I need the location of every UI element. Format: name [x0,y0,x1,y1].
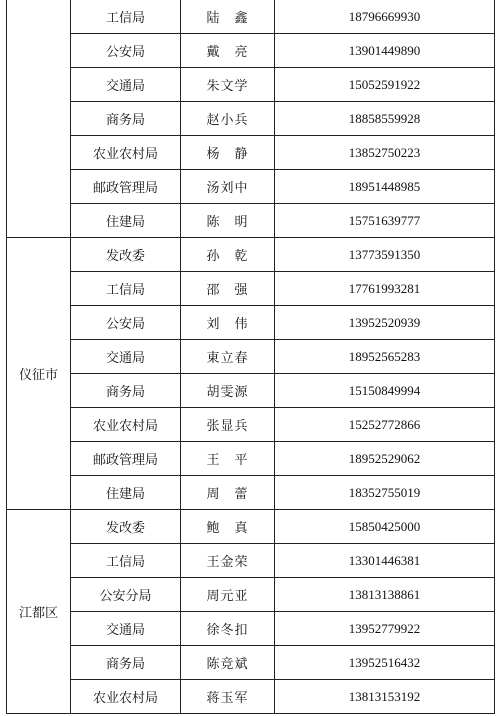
city-cell [7,0,71,238]
name-cell: 陆 鑫 [181,0,275,34]
table-row [7,306,495,340]
table-row [7,680,495,714]
phone-cell: 13773591350 [275,238,495,272]
name-cell: 邵 强 [181,272,275,306]
table-row [7,136,495,170]
name-cell: 王金荣 [181,544,275,578]
phone-cell: 18352755019 [275,476,495,510]
table-row [7,374,495,408]
name-cell: 胡雯源 [181,374,275,408]
phone-cell: 17761993281 [275,272,495,306]
phone-cell: 15252772866 [275,408,495,442]
phone-cell: 13901449890 [275,34,495,68]
table-row [7,204,495,238]
dept-cell: 商务局 [71,374,181,408]
name-cell: 朱文学 [181,68,275,102]
name-cell: 杨 静 [181,136,275,170]
dept-cell: 公安局 [71,34,181,68]
name-cell: 刘 伟 [181,306,275,340]
dept-cell: 发改委 [71,238,181,272]
contact-table-body [7,0,495,714]
name-cell: 陈竞斌 [181,646,275,680]
dept-cell: 发改委 [71,510,181,544]
table-row [7,442,495,476]
dept-cell: 公安分局 [71,578,181,612]
table-row [7,272,495,306]
dept-cell: 工信局 [71,0,181,34]
table-row [7,170,495,204]
phone-cell: 13952520939 [275,306,495,340]
table-row [7,0,495,34]
phone-cell: 15150849994 [275,374,495,408]
phone-cell: 13813153192 [275,680,495,714]
table-row [7,34,495,68]
table-row [7,102,495,136]
table-row [7,408,495,442]
dept-cell: 住建局 [71,204,181,238]
contact-table [6,0,495,714]
city-cell: 江都区 [7,510,71,714]
dept-cell: 工信局 [71,272,181,306]
name-cell: 周 蕾 [181,476,275,510]
dept-cell: 住建局 [71,476,181,510]
name-cell: 鲍 真 [181,510,275,544]
name-cell: 周元亚 [181,578,275,612]
phone-cell: 13952779922 [275,612,495,646]
phone-cell: 13852750223 [275,136,495,170]
name-cell: 张显兵 [181,408,275,442]
phone-cell: 15751639777 [275,204,495,238]
phone-cell: 15052591922 [275,68,495,102]
table-row [7,510,495,544]
dept-cell: 农业农村局 [71,408,181,442]
dept-cell: 邮政管理局 [71,170,181,204]
phone-cell: 18952529062 [275,442,495,476]
phone-cell: 18858559928 [275,102,495,136]
phone-cell: 18952565283 [275,340,495,374]
dept-cell: 公安局 [71,306,181,340]
phone-cell: 18951448985 [275,170,495,204]
phone-cell: 15850425000 [275,510,495,544]
name-cell: 王 平 [181,442,275,476]
name-cell: 赵小兵 [181,102,275,136]
dept-cell: 农业农村局 [71,680,181,714]
name-cell: 戴 亮 [181,34,275,68]
dept-cell: 商务局 [71,646,181,680]
phone-cell: 13301446381 [275,544,495,578]
name-cell: 蒋玉军 [181,680,275,714]
table-row [7,544,495,578]
name-cell: 汤刘中 [181,170,275,204]
dept-cell: 商务局 [71,102,181,136]
city-cell: 仪征市 [7,238,71,510]
dept-cell: 交通局 [71,612,181,646]
table-row [7,578,495,612]
table-row [7,68,495,102]
table-row [7,238,495,272]
name-cell: 東立春 [181,340,275,374]
dept-cell: 工信局 [71,544,181,578]
table-row [7,612,495,646]
dept-cell: 交通局 [71,68,181,102]
phone-cell: 18796669930 [275,0,495,34]
dept-cell: 交通局 [71,340,181,374]
dept-cell: 邮政管理局 [71,442,181,476]
table-row [7,646,495,680]
name-cell: 孙 乾 [181,238,275,272]
table-row [7,340,495,374]
table-row [7,476,495,510]
dept-cell: 农业农村局 [71,136,181,170]
name-cell: 徐冬扣 [181,612,275,646]
phone-cell: 13952516432 [275,646,495,680]
name-cell: 陈 明 [181,204,275,238]
phone-cell: 13813138861 [275,578,495,612]
